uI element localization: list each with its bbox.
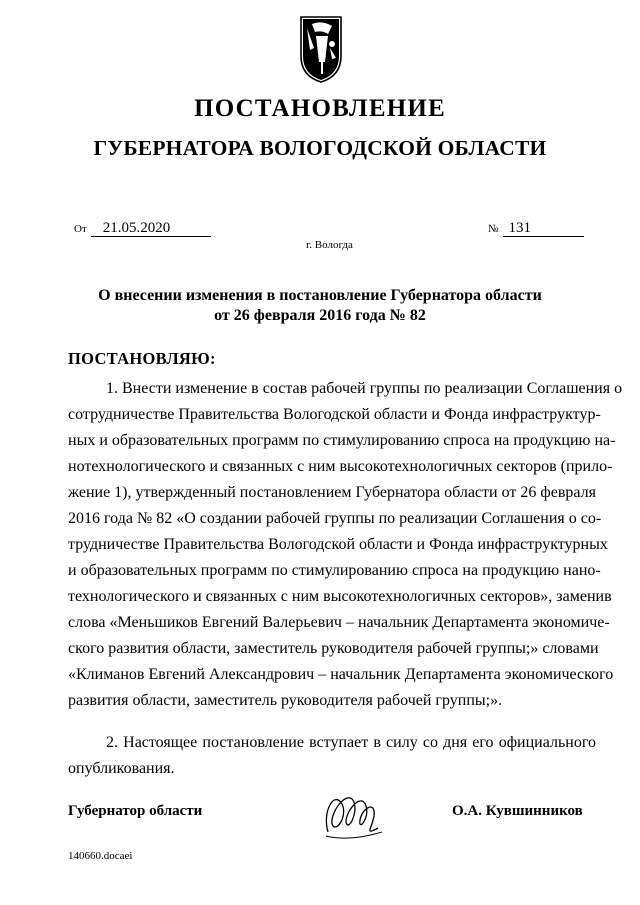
paragraph-line: и образовательных программ по стимулированию спроса на продукцию нано- <box>68 562 601 579</box>
paragraph-line: сотрудничестве Правительства Вологодской области и Фонда инфраструктур- <box>68 406 601 423</box>
document-date: 21.05.2020 <box>91 221 211 237</box>
paragraph-line: ского развития области, заместитель руководителя рабочей группы;» словами <box>68 640 599 657</box>
number-block <box>488 219 584 237</box>
paragraph-line: нотехнологического и связанных с ним высокотехнологичных секторов (прило- <box>68 458 613 475</box>
paragraph-line: развития области, заместитель руководителя рабочей группы;». <box>68 692 503 709</box>
paragraph-line: трудничестве Правительства Вологодской области и Фонда инфраструктурных <box>68 536 608 553</box>
document-title: ПОСТАНОВЛЕНИЕ <box>194 95 446 122</box>
document-city: г. Вологда <box>306 239 353 251</box>
paragraph-2 <box>68 730 596 782</box>
paragraph-line: 2. Настоящее постановление вступает в силу со дня его официального <box>106 734 596 751</box>
vologda-coat-of-arms-icon <box>298 14 344 84</box>
document-subtitle: ГУБЕРНАТОРА ВОЛОГОДСКОЙ ОБЛАСТИ <box>93 136 547 160</box>
subject-line-1: О внесении изменения в постановление Губернатора области <box>98 287 542 304</box>
paragraph-line: 2016 года № 82 «О создании рабочей группы по реализации Соглашения о со- <box>68 510 602 527</box>
paragraph-line: опубликования. <box>68 760 175 777</box>
paragraph-line: «Климанов Евгений Александрович – начальник Департамента экономического <box>68 666 614 683</box>
date-block <box>74 219 211 237</box>
paragraph-line: 1. Внести изменение в состав рабочей группы по реализации Соглашения о <box>106 380 623 397</box>
paragraph-line: технологического и связанных с ним высокотехнологичных секторов», заменив <box>68 588 612 605</box>
subject-line-2: от 26 февраля 2016 года № 82 <box>214 307 426 324</box>
paragraph-line: слова «Меньшиков Евгений Валерьевич – начальник Департамента экономиче- <box>68 614 610 631</box>
handwritten-signature-icon <box>318 782 388 844</box>
paragraph-1 <box>68 376 623 714</box>
signatory-name: О.А. Кувшинников <box>452 803 583 819</box>
paragraph-line: жение 1), утвержденный постановлением Губернатора области от 26 февраля <box>68 484 596 501</box>
file-name: 140660.docaei <box>68 850 133 862</box>
signatory-position: Губернатор области <box>68 803 203 819</box>
resolution-heading: ПОСТАНОВЛЯЮ: <box>68 349 216 368</box>
document-number: 131 <box>503 221 584 237</box>
paragraph-line: ных и образовательных программ по стимулированию спроса на продукцию на- <box>68 432 616 449</box>
number-prefix: № <box>488 223 499 235</box>
date-prefix: От <box>74 223 87 235</box>
